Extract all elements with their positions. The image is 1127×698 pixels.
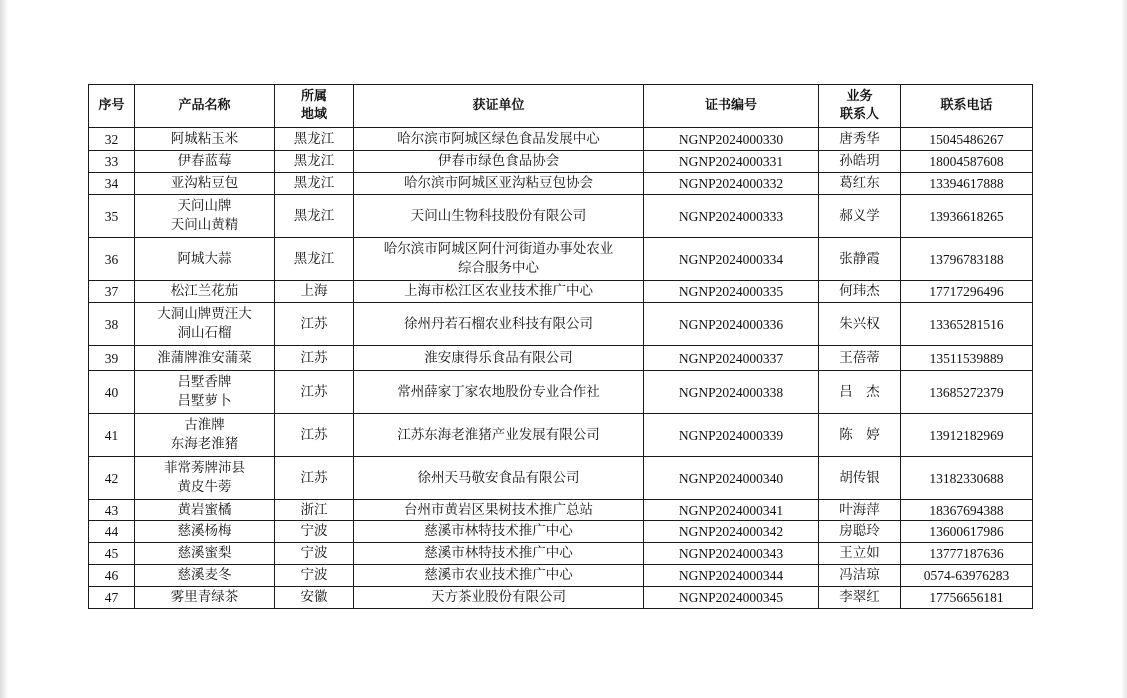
header-region	[275, 85, 354, 128]
cell-contact: 王立如	[819, 543, 901, 565]
product-name-line: 阿城粘玉米	[170, 130, 239, 147]
cell-product-name	[135, 238, 275, 281]
header-contact	[819, 85, 901, 128]
table-row	[89, 346, 1033, 371]
cell-product-name	[135, 151, 275, 173]
cell-phone: 13511539889	[901, 346, 1033, 371]
table-row	[89, 565, 1033, 587]
cell-region: 浙江	[275, 500, 354, 521]
table-row	[89, 281, 1033, 303]
cell-region: 安徽	[275, 587, 354, 609]
product-name-line: 阿城大蒜	[177, 250, 232, 267]
cell-region: 黑龙江	[275, 151, 354, 173]
cell-certified-unit	[354, 303, 644, 346]
product-name-line: 黄皮牛蒡	[177, 479, 232, 495]
cell-certified-unit	[354, 414, 644, 457]
cell-phone: 13796783188	[901, 238, 1033, 281]
cell-certificate-number: NGNP2024000333	[644, 195, 819, 238]
table-body	[89, 128, 1033, 609]
cell-contact: 何玮杰	[819, 281, 901, 303]
table-header-row	[89, 85, 1033, 128]
product-name-line: 菲常莠牌沛县	[164, 460, 245, 476]
product-name-line: 松江兰花茄	[170, 283, 239, 299]
certified-unit-line: 慈溪市林特技术推广中心	[424, 545, 573, 561]
cell-region: 江苏	[275, 303, 354, 346]
cell-certified-unit	[354, 281, 644, 303]
cell-product-name	[135, 371, 275, 414]
cell-certificate-number: NGNP2024000334	[644, 238, 819, 281]
cell-certificate-number: NGNP2024000339	[644, 414, 819, 457]
cell-phone: 18004587608	[901, 151, 1033, 173]
product-name-line: 洞山石榴	[177, 325, 232, 341]
cell-product-name	[135, 521, 275, 543]
cell-region: 黑龙江	[275, 195, 354, 238]
certified-unit-line: 哈尔滨市阿城区亚沟粘豆包协会	[404, 175, 593, 191]
product-name-line: 慈溪蜜梨	[177, 545, 232, 561]
cell-index: 35	[89, 195, 135, 238]
header-index: 序号	[89, 85, 135, 128]
cell-product-name	[135, 173, 275, 195]
header-contact-line: 联系人	[839, 107, 879, 122]
header-region-line: 所属	[300, 89, 327, 104]
table-row	[89, 238, 1033, 281]
cell-index: 37	[89, 281, 135, 303]
certified-unit-line: 慈溪市农业技术推广中心	[424, 567, 573, 583]
cell-product-name	[135, 303, 275, 346]
certified-unit-line: 徐州天马敬安食品有限公司	[417, 469, 580, 486]
cell-product-name	[135, 128, 275, 151]
cell-index: 45	[89, 543, 135, 565]
cell-region: 黑龙江	[275, 128, 354, 151]
cell-region: 黑龙江	[275, 238, 354, 281]
product-name-line: 慈溪麦冬	[177, 567, 232, 583]
product-name-line: 慈溪杨梅	[177, 523, 232, 539]
cell-contact: 王蓓蒂	[819, 346, 901, 371]
product-name-line: 吕墅萝卜	[177, 393, 232, 409]
cell-phone: 13394617888	[901, 173, 1033, 195]
cell-index: 42	[89, 457, 135, 500]
cell-certified-unit	[354, 195, 644, 238]
cell-index: 46	[89, 565, 135, 587]
cell-phone: 13685272379	[901, 371, 1033, 414]
product-name-line: 古淮牌	[184, 417, 225, 433]
cell-certified-unit	[354, 565, 644, 587]
cell-contact: 葛红东	[819, 173, 901, 195]
cell-index: 34	[89, 173, 135, 195]
cell-phone: 13936618265	[901, 195, 1033, 238]
cell-contact: 朱兴权	[819, 303, 901, 346]
certified-unit-line: 天问山生物科技股份有限公司	[410, 207, 587, 224]
cell-phone: 15045486267	[901, 128, 1033, 151]
cell-phone: 13777187636	[901, 543, 1033, 565]
cell-product-name	[135, 543, 275, 565]
cell-product-name	[135, 346, 275, 371]
cell-certified-unit	[354, 173, 644, 195]
table-row	[89, 521, 1033, 543]
table-row	[89, 543, 1033, 565]
header-certified-unit: 获证单位	[354, 85, 644, 128]
product-name-line: 黄岩蜜橘	[177, 501, 232, 518]
table-row	[89, 195, 1033, 238]
cell-index: 43	[89, 500, 135, 521]
header-contact-line: 业务	[846, 89, 873, 104]
cell-index: 41	[89, 414, 135, 457]
table-row	[89, 587, 1033, 609]
cell-contact: 郝义学	[819, 195, 901, 238]
product-name-line: 大洞山牌贾汪大	[157, 306, 252, 322]
certificate-table	[88, 84, 1033, 609]
cell-certificate-number: NGNP2024000341	[644, 500, 819, 521]
certified-unit-line: 淮安康得乐食品有限公司	[424, 349, 573, 366]
cell-phone: 0574-63976283	[901, 565, 1033, 587]
certified-unit-line: 常州薛家丁家农地股份专业合作社	[397, 383, 600, 400]
cell-certified-unit	[354, 346, 644, 371]
product-name-line: 天问山黄精	[170, 217, 239, 233]
table-row	[89, 128, 1033, 151]
cell-index: 47	[89, 587, 135, 609]
cell-certified-unit	[354, 128, 644, 151]
cell-certificate-number: NGNP2024000332	[644, 173, 819, 195]
cell-certified-unit	[354, 500, 644, 521]
cell-product-name	[135, 457, 275, 500]
product-name-line: 淮蒲牌淮安蒲菜	[157, 349, 252, 366]
certified-unit-line: 慈溪市林特技术推广中心	[424, 523, 573, 539]
cell-phone: 13365281516	[901, 303, 1033, 346]
table-row	[89, 457, 1033, 500]
cell-certified-unit	[354, 521, 644, 543]
cell-certified-unit	[354, 371, 644, 414]
table-row	[89, 414, 1033, 457]
cell-certificate-number: NGNP2024000343	[644, 543, 819, 565]
cell-region: 黑龙江	[275, 173, 354, 195]
cell-certificate-number: NGNP2024000337	[644, 346, 819, 371]
cell-product-name	[135, 195, 275, 238]
certified-unit-line: 台州市黄岩区果树技术推广总站	[404, 501, 593, 518]
cell-phone: 18367694388	[901, 500, 1033, 521]
header-product-name: 产品名称	[135, 85, 275, 128]
certified-unit-line: 徐州丹若石榴农业科技有限公司	[404, 315, 593, 332]
cell-contact: 孙皓玥	[819, 151, 901, 173]
cell-product-name	[135, 500, 275, 521]
cell-product-name	[135, 281, 275, 303]
product-name-line: 天问山牌	[177, 198, 232, 214]
cell-phone: 17756656181	[901, 587, 1033, 609]
cell-contact: 叶海萍	[819, 500, 901, 521]
cell-product-name	[135, 565, 275, 587]
header-certificate-number: 证书编号	[644, 85, 819, 128]
cell-index: 44	[89, 521, 135, 543]
cell-phone: 13182330688	[901, 457, 1033, 500]
table-row	[89, 173, 1033, 195]
cell-region: 宁波	[275, 521, 354, 543]
cell-region: 江苏	[275, 371, 354, 414]
product-name-line: 亚沟粘豆包	[170, 175, 239, 191]
table-row	[89, 151, 1033, 173]
table-row	[89, 303, 1033, 346]
cell-phone: 17717296496	[901, 281, 1033, 303]
table-row	[89, 500, 1033, 521]
cell-phone: 13600617986	[901, 521, 1033, 543]
cell-certificate-number: NGNP2024000340	[644, 457, 819, 500]
cell-index: 39	[89, 346, 135, 371]
cell-certificate-number: NGNP2024000344	[644, 565, 819, 587]
cell-product-name	[135, 587, 275, 609]
certified-unit-line: 哈尔滨市阿城区绿色食品发展中心	[397, 130, 600, 147]
cell-region: 江苏	[275, 346, 354, 371]
certified-unit-line: 哈尔滨市阿城区阿什河街道办事处农业	[383, 241, 614, 257]
cell-product-name	[135, 414, 275, 457]
cell-certified-unit	[354, 543, 644, 565]
cell-contact: 胡传银	[819, 457, 901, 500]
product-name-line: 雾里青绿茶	[170, 589, 239, 605]
cell-certified-unit	[354, 457, 644, 500]
cell-contact: 唐秀华	[819, 128, 901, 151]
cell-contact: 陈 婷	[819, 414, 901, 457]
cell-region: 上海	[275, 281, 354, 303]
header-region-line: 地域	[300, 107, 327, 122]
cell-certificate-number: NGNP2024000335	[644, 281, 819, 303]
cell-contact: 李翠红	[819, 587, 901, 609]
cell-region: 宁波	[275, 543, 354, 565]
product-name-line: 东海老淮猪	[170, 436, 239, 452]
certified-unit-line: 江苏东海老淮猪产业发展有限公司	[397, 426, 600, 443]
page-edge-shadow-right	[1121, 0, 1127, 698]
cell-certificate-number: NGNP2024000338	[644, 371, 819, 414]
product-name-line: 伊春蓝莓	[177, 153, 232, 169]
certified-unit-line: 上海市松江区农业技术推广中心	[404, 283, 593, 299]
cell-index: 38	[89, 303, 135, 346]
cell-certificate-number: NGNP2024000345	[644, 587, 819, 609]
cell-index: 36	[89, 238, 135, 281]
cell-region: 江苏	[275, 457, 354, 500]
certified-unit-line: 综合服务中心	[458, 260, 539, 276]
cell-index: 40	[89, 371, 135, 414]
table-row	[89, 371, 1033, 414]
cell-certificate-number: NGNP2024000342	[644, 521, 819, 543]
product-name-line: 吕墅香牌	[177, 374, 232, 390]
cell-certificate-number: NGNP2024000331	[644, 151, 819, 173]
cell-index: 32	[89, 128, 135, 151]
cell-contact: 冯洁琼	[819, 565, 901, 587]
cell-contact: 张静霞	[819, 238, 901, 281]
cell-index: 33	[89, 151, 135, 173]
certified-unit-line: 伊春市绿色食品协会	[437, 153, 560, 169]
page-edge-shadow-left	[0, 0, 8, 698]
cell-phone: 13912182969	[901, 414, 1033, 457]
cell-contact: 吕 杰	[819, 371, 901, 414]
cell-certified-unit	[354, 238, 644, 281]
certified-unit-line: 天方茶业股份有限公司	[431, 589, 566, 605]
cell-certificate-number: NGNP2024000336	[644, 303, 819, 346]
cell-certificate-number: NGNP2024000330	[644, 128, 819, 151]
header-phone: 联系电话	[901, 85, 1033, 128]
cell-region: 江苏	[275, 414, 354, 457]
cell-contact: 房聪玲	[819, 521, 901, 543]
cell-certified-unit	[354, 151, 644, 173]
cell-certified-unit	[354, 587, 644, 609]
cell-region: 宁波	[275, 565, 354, 587]
